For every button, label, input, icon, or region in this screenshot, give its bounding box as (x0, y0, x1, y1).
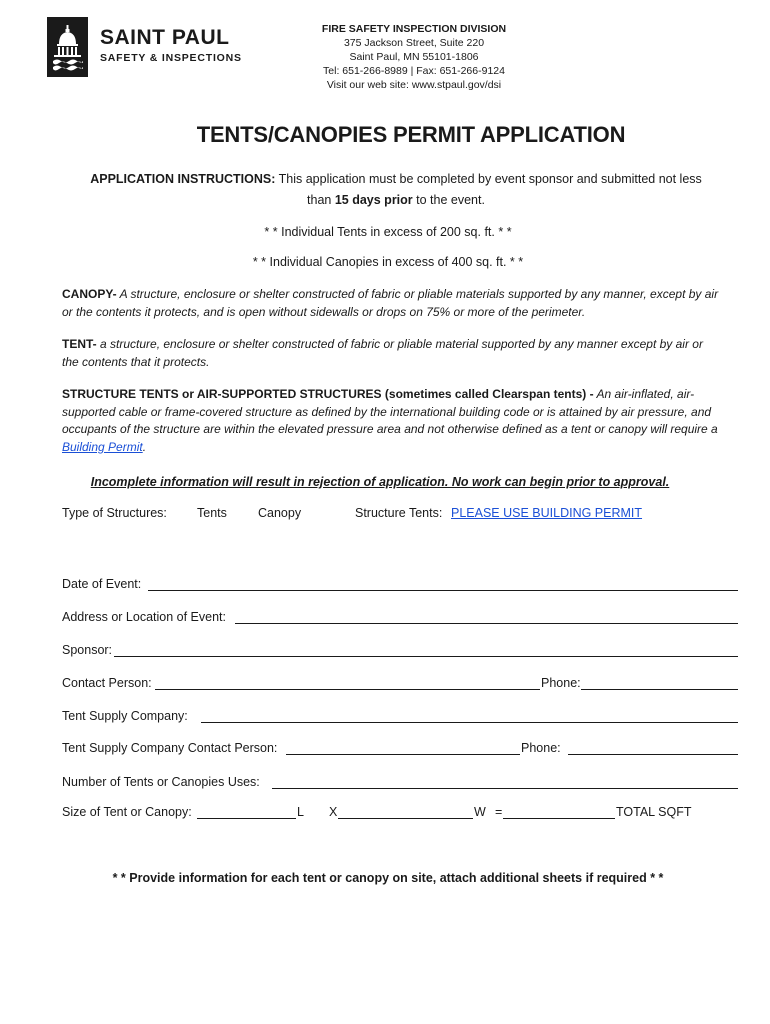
option-tents[interactable]: Tents (197, 506, 227, 520)
contact-person-field[interactable] (155, 689, 540, 690)
address-field[interactable] (235, 623, 738, 624)
structure-term: STRUCTURE TENTS or AIR-SUPPORTED STRUCTURES (sometimes called Clearspan tents) - (62, 387, 594, 401)
brand-subtitle: SAFETY & INSPECTIONS (100, 52, 242, 64)
instructions-text-before: This application must be completed by event sponsor and submitted not less than (275, 172, 702, 207)
supply-phone-field[interactable] (568, 754, 738, 755)
address-line-2: Saint Paul, MN 55101-1806 (349, 51, 479, 63)
division-title: FIRE SAFETY INSPECTION DIVISION (321, 23, 507, 35)
size-label: Size of Tent or Canopy: (62, 805, 192, 819)
tent-definition (62, 336, 722, 371)
sponsor-label: Sponsor: (62, 643, 113, 657)
incomplete-warning: Incomplete information will result in rejection of application. No work can begin prior to approval. (90, 475, 670, 489)
supply-phone-label: Phone: (521, 741, 561, 755)
address-label: Address or Location of Event: (62, 610, 226, 624)
building-permit-link-2[interactable]: PLEASE USE BUILDING PERMIT (451, 506, 643, 520)
times-sign: X (329, 805, 338, 819)
contact-phone-label: Phone: (541, 676, 581, 690)
width-unit: W (474, 805, 486, 819)
structure-tents-label: Structure Tents: (355, 506, 443, 520)
number-of-tents-field[interactable] (272, 788, 738, 789)
sponsor-field[interactable] (114, 656, 738, 657)
building-permit-link[interactable]: Building Permit (62, 439, 143, 454)
tent-description: a structure, enclosure or shelter constructed of fabric or pliable material supported by any manner except by air or the contents that it protects. (62, 337, 703, 369)
structures-label: Type of Structures: (62, 506, 167, 520)
date-of-event-label: Date of Event: (62, 577, 142, 591)
number-of-tents-label: Number of Tents or Canopies Uses: (62, 775, 260, 789)
supply-company-label: Tent Supply Company: (62, 709, 188, 723)
website-line: Visit our web site: www.stpaul.gov/dsi (326, 79, 502, 91)
application-instructions (80, 169, 712, 211)
width-field[interactable] (338, 818, 473, 819)
capitol-dome-icon (47, 17, 88, 77)
canopy-definition (62, 286, 722, 321)
total-sqft-label: TOTAL SQFT (616, 805, 692, 819)
option-canopy[interactable]: Canopy (258, 506, 302, 520)
supply-contact-label: Tent Supply Company Contact Person: (62, 741, 278, 755)
footer-note: * * Provide information for each tent or canopy on site, attach additional sheets if required * * (112, 871, 664, 885)
instructions-text-after: to the event. (412, 193, 485, 207)
total-sqft-field[interactable] (503, 818, 615, 819)
supply-contact-field[interactable] (286, 754, 520, 755)
equals-sign: = (495, 805, 503, 819)
structure-definition (62, 386, 722, 456)
contact-phone-field[interactable] (581, 689, 738, 690)
address-line-1: 375 Jackson Street, Suite 220 (343, 37, 485, 49)
tents-size-note: * * Individual Tents in excess of 200 sq. ft. * * (264, 225, 512, 239)
canopy-term: CANOPY- (62, 287, 117, 301)
contact-line: Tel: 651-266-8989 | Fax: 651-266-9124 (323, 65, 505, 77)
instructions-emphasis: 15 days prior (334, 193, 413, 207)
date-of-event-field[interactable] (148, 590, 738, 591)
supply-company-field[interactable] (201, 722, 738, 723)
structure-description-end: . (142, 439, 147, 454)
canopies-size-note: * * Individual Canopies in excess of 400 sq. ft. * * (252, 255, 524, 269)
brand-title: SAINT PAUL (100, 26, 230, 49)
canopy-description: A structure, enclosure or shelter constructed of fabric or pliable materials supported by any manner, except by air or the contents it protects, and is open without sidewalls or drops on 75% or more of the perimeter. (62, 287, 719, 319)
structure-description: An air-inflated, air-supported cable or frame-covered structure as defined by the international building code or is attained by air pressure, and occupants of the structure are within the elevated pressure area and not otherwise defined as a tent or canopy will require a (62, 387, 718, 436)
division-contact-block (300, 22, 528, 92)
page-title: TENTS/CANOPIES PERMIT APPLICATION (196, 122, 626, 147)
length-unit: L (297, 805, 304, 819)
instructions-label: APPLICATION INSTRUCTIONS: (90, 172, 276, 186)
tent-term: TENT- (62, 337, 97, 351)
contact-person-label: Contact Person: (62, 676, 152, 690)
length-field[interactable] (197, 818, 296, 819)
